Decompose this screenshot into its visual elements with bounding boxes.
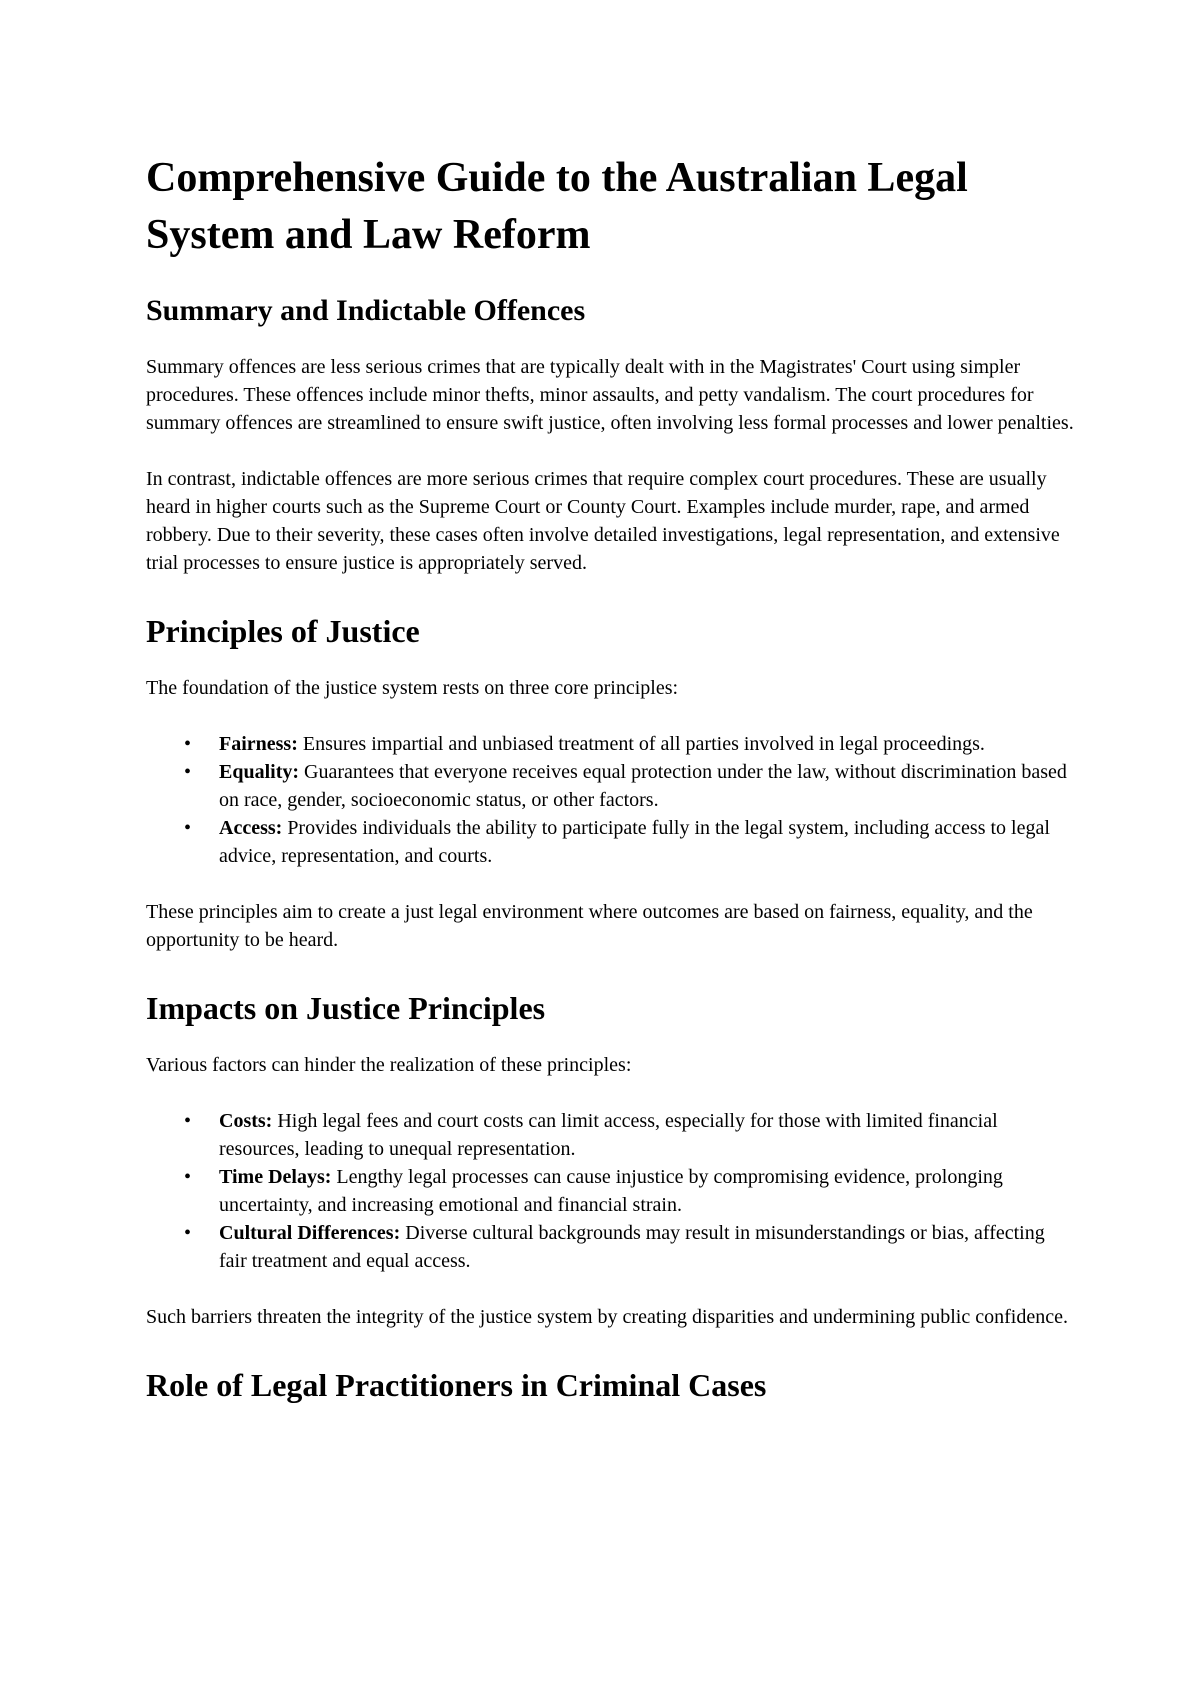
list-item-term: Access:: [219, 817, 283, 839]
principles-list: [146, 730, 1076, 870]
list-item: [146, 1163, 1076, 1219]
list-item-term: Time Delays:: [219, 1166, 332, 1188]
section-principles-of-justice: [146, 610, 1076, 954]
paragraph: Summary offences are less serious crimes that are typically dealt with in the Magistrates' Court using simpler procedures. These offences include minor thefts, minor assaults, and petty vandalism. The court procedures for summary offences are streamlined to ensure swift justice, often involving less formal processes and lower penalties.: [146, 356, 1074, 434]
section-role-of-legal-practitioners: [146, 1364, 1076, 1406]
section-conclusion: Such barriers threaten the integrity of the justice system by creating disparities and undermining public confidence.: [146, 1306, 1068, 1328]
list-item: [146, 758, 1076, 814]
bullet-icon: •: [184, 1222, 192, 1244]
section-heading: Role of Legal Practitioners in Criminal Cases: [146, 1367, 767, 1403]
impacts-list: [146, 1107, 1076, 1275]
list-item-text: Guarantees that everyone receives equal protection under the law, without discrimination based on race, gender, socioeconomic status, or other factors.: [219, 761, 1067, 811]
bullet-icon: •: [184, 1166, 192, 1188]
list-item: [146, 730, 1076, 758]
list-item-text: Lengthy legal processes can cause injustice by compromising evidence, prolonging uncertainty, and increasing emotional and financial strain.: [219, 1166, 1003, 1216]
list-item-text: Provides individuals the ability to participate fully in the legal system, including access to legal advice, representation, and courts.: [219, 817, 1050, 867]
section-intro: The foundation of the justice system rests on three core principles:: [146, 677, 679, 699]
list-item: [146, 1219, 1076, 1275]
document-page: [146, 150, 1076, 1428]
section-intro: Various factors can hinder the realization of these principles:: [146, 1054, 632, 1076]
paragraph: In contrast, indictable offences are more serious crimes that require complex court procedures. These are usually heard in higher courts such as the Supreme Court or County Court. Examples include murder, rape, and armed robbery. Due to their severity, these cases often involve detailed investigations, legal representation, and extensive trial processes to ensure justice is appropriately served.: [146, 468, 1060, 574]
list-item-text: High legal fees and court costs can limit access, especially for those with limited financial resources, leading to unequal representation.: [219, 1110, 998, 1160]
section-summary-indictable-offences: [146, 291, 1076, 577]
list-item-text: Diverse cultural backgrounds may result in misunderstandings or bias, affecting fair treatment and equal access.: [219, 1222, 1045, 1272]
list-item: [146, 814, 1076, 870]
bullet-icon: •: [184, 733, 192, 755]
document-title: Comprehensive Guide to the Australian Legal System and Law Reform: [146, 155, 968, 258]
section-heading: Principles of Justice: [146, 613, 420, 649]
list-item: [146, 1107, 1076, 1163]
section-impacts-on-justice-principles: [146, 987, 1076, 1331]
section-heading: Summary and Indictable Offences: [146, 294, 586, 327]
section-conclusion: These principles aim to create a just legal environment where outcomes are based on fairness, equality, and the opportunity to be heard.: [146, 901, 1033, 951]
list-item-term: Costs:: [219, 1110, 273, 1132]
bullet-icon: •: [184, 761, 192, 783]
bullet-icon: •: [184, 817, 192, 839]
section-heading: Impacts on Justice Principles: [146, 990, 546, 1026]
list-item-term: Equality:: [219, 761, 300, 783]
list-item-term: Fairness:: [219, 733, 298, 755]
bullet-icon: •: [184, 1110, 192, 1132]
list-item-text: Ensures impartial and unbiased treatment of all parties involved in legal proceedings.: [297, 733, 985, 755]
list-item-term: Cultural Differences:: [219, 1222, 401, 1244]
